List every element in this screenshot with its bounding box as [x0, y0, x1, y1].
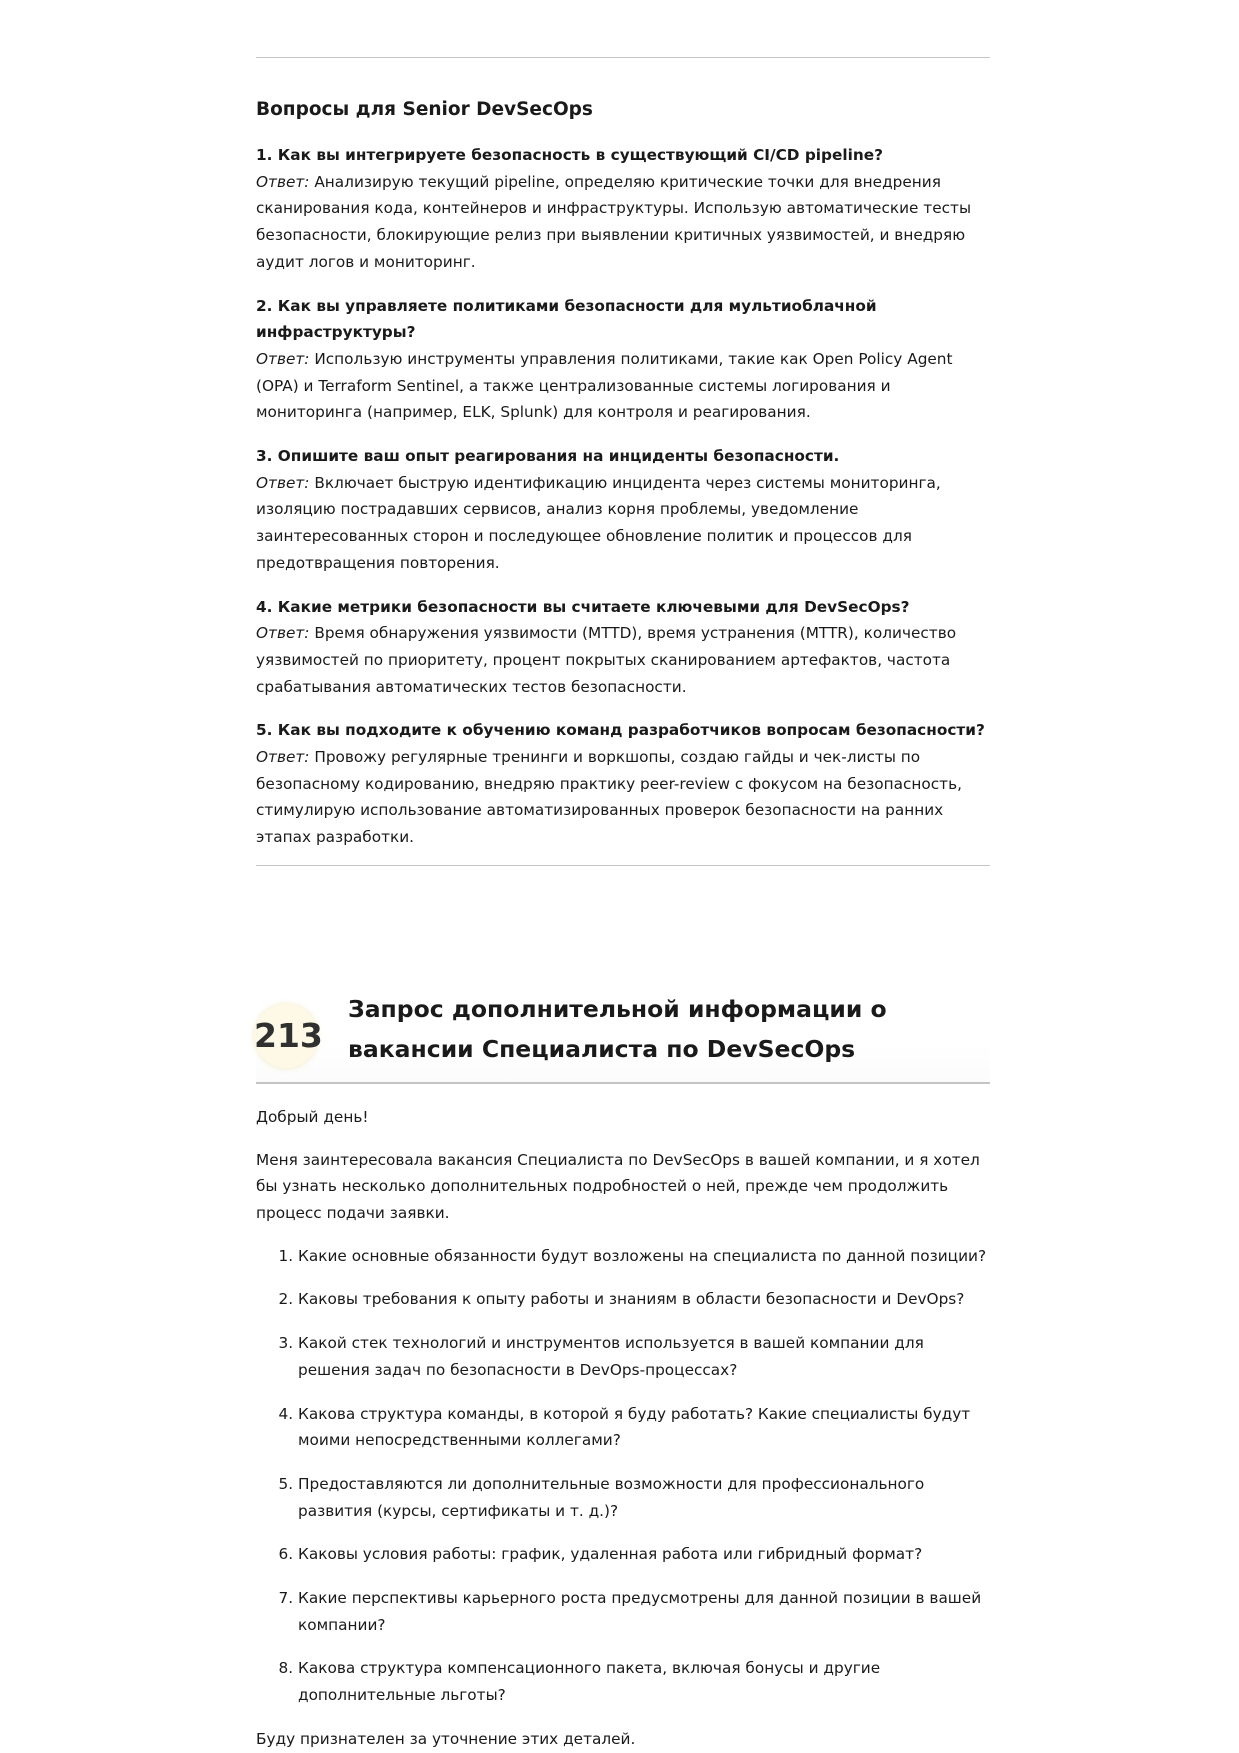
answer: Время обнаружения уязвимости (MTTD), время устранения (MTTR), количество уязвимостей по приоритету, процент покрытых сканированием артефактов, частота срабатывания автоматических тестов безопасности. — [256, 624, 957, 696]
qa-item — [256, 594, 990, 701]
qa-item — [256, 443, 990, 577]
question: 4. Какие метрики безопасности вы считаете ключевыми для DevSecOps? — [256, 597, 910, 616]
answer-label: Ответ: — [256, 349, 310, 368]
answer: Использую инструменты управления политиками, такие как Open Policy Agent (OPA) и Terraform Sentinel, а также централизованные системы логирования и мониторинга (например, ELK, Splunk) для контроля и реагирования. — [256, 349, 953, 422]
document-content — [256, 0, 990, 1753]
list-item: 8. Какова структура компенсационного пакета, включая бонусы и другие дополнительные льготы? — [298, 1655, 990, 1708]
question: 3. Опишите ваш опыт реагирования на инциденты безопасности. — [256, 447, 840, 466]
section-title: Вопросы для Senior DevSecOps — [256, 99, 593, 120]
qa-list — [256, 142, 990, 851]
answer: Включает быструю идентификацию инцидента через системы мониторинга, изоляцию пострадавших сервисов, анализ корня проблемы, уведомление заинтересованных сторон и последующее обновление политик и процессов для предотвращения повторения. — [256, 473, 941, 572]
closing-line: Буду признателен за уточнение этих деталей. — [256, 1729, 636, 1748]
list-item: 1. Какие основные обязанности будут возложены на специалиста по данной позиции? — [298, 1243, 990, 1270]
question: 2. Как вы управляете политиками безопасности для мультиоблачной инфраструктуры? — [256, 296, 877, 342]
answer: Анализирую текущий pipeline, определяю критические точки для внедрения сканирования кода, контейнеров и инфраструктуры. Использую автоматические тесты безопасности, блокирующие релиз при выявлении критичных уязвимостей, и внедряю аудит логов и мониторинг. — [256, 172, 972, 271]
question: 5. Как вы подходите к обучению команд разработчиков вопросам безопасности? — [256, 721, 985, 740]
qa-item — [256, 293, 990, 427]
intro-paragraph: Меня заинтересовала вакансия Специалиста по DevSecOps в вашей компании, и я хотел бы узнать несколько дополнительных подробностей о ней, прежде чем продолжить процесс подачи заявки. — [256, 1150, 980, 1222]
greeting: Добрый день! — [256, 1107, 369, 1126]
qa-item — [256, 717, 990, 851]
top-divider — [256, 57, 990, 58]
question-list — [256, 1243, 990, 1709]
list-item: 7. Какие перспективы карьерного роста предусмотрены для данной позиции в вашей компании? — [298, 1585, 990, 1638]
question: 1. Как вы интегрируете безопасность в существующий CI/CD pipeline? — [256, 146, 883, 164]
answer: Провожу регулярные тренинги и воркшопы, создаю гайды и чек-листы по безопасному кодированию, внедряю практику peer-review с фокусом на безопасность, стимулирую использование автоматизированных проверок безопасности на ранних этапах разработки. — [256, 748, 962, 847]
card-header — [256, 989, 990, 1084]
answer-label: Ответ: — [256, 473, 310, 492]
answer-label: Ответ: — [256, 172, 310, 191]
qa-item — [256, 142, 990, 276]
list-item: 3. Какой стек технологий и инструментов используется в вашей компании для решения задач по безопасности в DevOps-процессах? — [298, 1330, 990, 1383]
card-title: Запрос дополнительной информации о вакансии Специалиста по DevSecOps — [348, 994, 887, 1063]
letter-body — [256, 1104, 990, 1753]
section-divider — [256, 865, 990, 866]
card-number-badge: 213 — [254, 1004, 318, 1068]
list-item: 4. Какова структура команды, в которой я буду работать? Какие специалисты будут моими непосредственными коллегами? — [298, 1401, 990, 1454]
list-item: 2. Каковы требования к опыту работы и знаниям в области безопасности и DevOps? — [298, 1286, 990, 1313]
answer-label: Ответ: — [256, 748, 310, 767]
list-item: 6. Каковы условия работы: график, удаленная работа или гибридный формат? — [298, 1541, 990, 1568]
answer-label: Ответ: — [256, 624, 310, 643]
list-item: 5. Предоставляются ли дополнительные возможности для профессионального развития (курсы, сертификаты и т. д.)? — [298, 1471, 990, 1524]
